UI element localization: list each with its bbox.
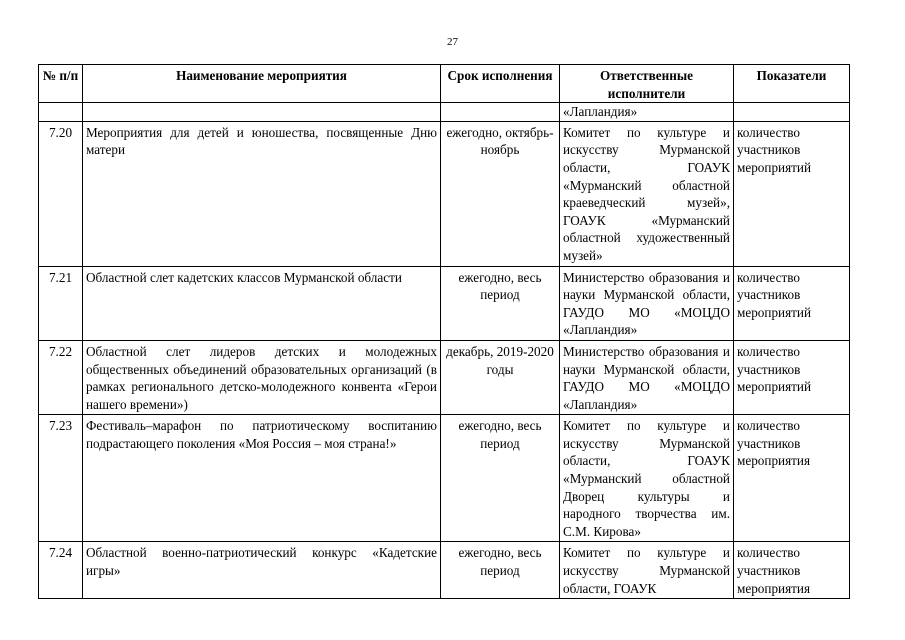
table-row <box>39 415 850 542</box>
header-title: Наименование мероприятия <box>83 65 441 103</box>
cell-responsible: Министерство образования и науки Мурманской области, ГАУДО МО «МОЦДО «Лапландия» <box>560 266 734 340</box>
cell-title: Областной военно-патриотический конкурс «Кадетские игры» <box>83 542 441 599</box>
cell-responsible: Комитет по культуре и искусству Мурманской области, ГОАУК <box>560 542 734 599</box>
cell-responsible: «Лапландия» <box>560 103 734 122</box>
table-row <box>39 121 850 266</box>
header-num: № п/п <box>39 65 83 103</box>
cell-num: 7.23 <box>39 415 83 542</box>
cell-indicators: количество участников мероприятия <box>734 542 850 599</box>
table-header-row <box>39 65 850 103</box>
table-row <box>39 266 850 340</box>
cell-title <box>83 103 441 122</box>
cell-indicators: количество участников мероприятий <box>734 121 850 266</box>
cell-num <box>39 103 83 122</box>
header-term: Срок исполнения <box>441 65 560 103</box>
cell-indicators <box>734 103 850 122</box>
cell-title: Фестиваль–марафон по патриотическому воспитанию подрастающего поколения «Моя Россия – моя страна!» <box>83 415 441 542</box>
cell-indicators: количество участников мероприятия <box>734 415 850 542</box>
cell-responsible: Комитет по культуре и искусству Мурманской области, ГОАУК «Мурманский областной краеведческий музей», ГОАУК «Мурманский областной художественный музей» <box>560 121 734 266</box>
cell-responsible: Комитет по культуре и искусству Мурманской области, ГОАУК «Мурманский областной Дворец культуры и народного творчества им. С.М. Кирова» <box>560 415 734 542</box>
cell-term: ежегодно, октябрь-ноябрь <box>441 121 560 266</box>
cell-responsible: Министерство образования и науки Мурманской области, ГАУДО МО «МОЦДО «Лапландия» <box>560 340 734 414</box>
table-row-continuation <box>39 103 850 122</box>
cell-title: Мероприятия для детей и юношества, посвященные Дню матери <box>83 121 441 266</box>
cell-term: ежегодно, весь период <box>441 415 560 542</box>
cell-num: 7.22 <box>39 340 83 414</box>
table-row <box>39 340 850 414</box>
cell-title: Областной слет кадетских классов Мурманской области <box>83 266 441 340</box>
cell-num: 7.24 <box>39 542 83 599</box>
cell-term: декабрь, 2019-2020 годы <box>441 340 560 414</box>
cell-term <box>441 103 560 122</box>
header-responsible: Ответственные исполнители <box>560 65 734 103</box>
page-number: 27 <box>447 36 458 48</box>
header-indicators: Показатели <box>734 65 850 103</box>
cell-num: 7.20 <box>39 121 83 266</box>
cell-title: Областной слет лидеров детских и молодежных общественных объединений образовательных организаций (в рамках регионального детско-молодежного конвента «Герои нашего времени») <box>83 340 441 414</box>
cell-indicators: количество участников мероприятий <box>734 266 850 340</box>
cell-num: 7.21 <box>39 266 83 340</box>
cell-indicators: количество участников мероприятий <box>734 340 850 414</box>
cell-term: ежегодно, весь период <box>441 542 560 599</box>
events-table <box>38 64 850 599</box>
cell-term: ежегодно, весь период <box>441 266 560 340</box>
table-row <box>39 542 850 599</box>
